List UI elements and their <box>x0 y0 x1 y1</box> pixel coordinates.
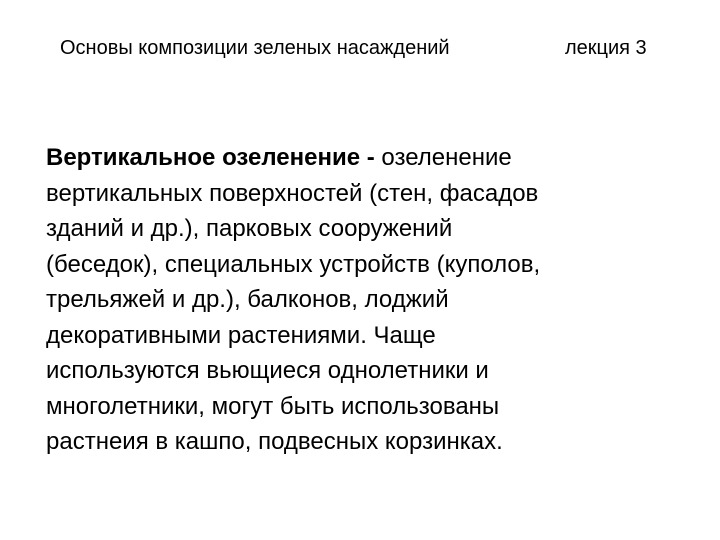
text-line: вертикальных поверхностей (стен, фасадов <box>46 179 539 207</box>
course-title: Основы композиции зеленых насаждений <box>60 37 450 59</box>
text-line <box>46 140 686 176</box>
text-line: (беседок), специальных устройств (куполов, <box>46 250 541 278</box>
defined-term: Вертикальное озеленение - <box>46 144 375 171</box>
text-line: растнеия в кашпо, подвесных корзинках. <box>46 428 503 455</box>
definition-text: озеленение <box>374 144 512 171</box>
text-line: декоративными растениями. Чаще <box>46 321 436 349</box>
text-line: трельяжей и др.), балконов, лоджий <box>46 286 449 313</box>
text-line: зданий и др.), парковых сооружений <box>46 215 453 242</box>
slide-header <box>60 36 670 60</box>
text-line: многолетники, могут быть использованы <box>46 392 500 420</box>
text-line: используются вьющиеся однолетники и <box>46 357 489 384</box>
definition-paragraph <box>46 140 686 460</box>
lecture-number: лекция 3 <box>565 37 647 59</box>
